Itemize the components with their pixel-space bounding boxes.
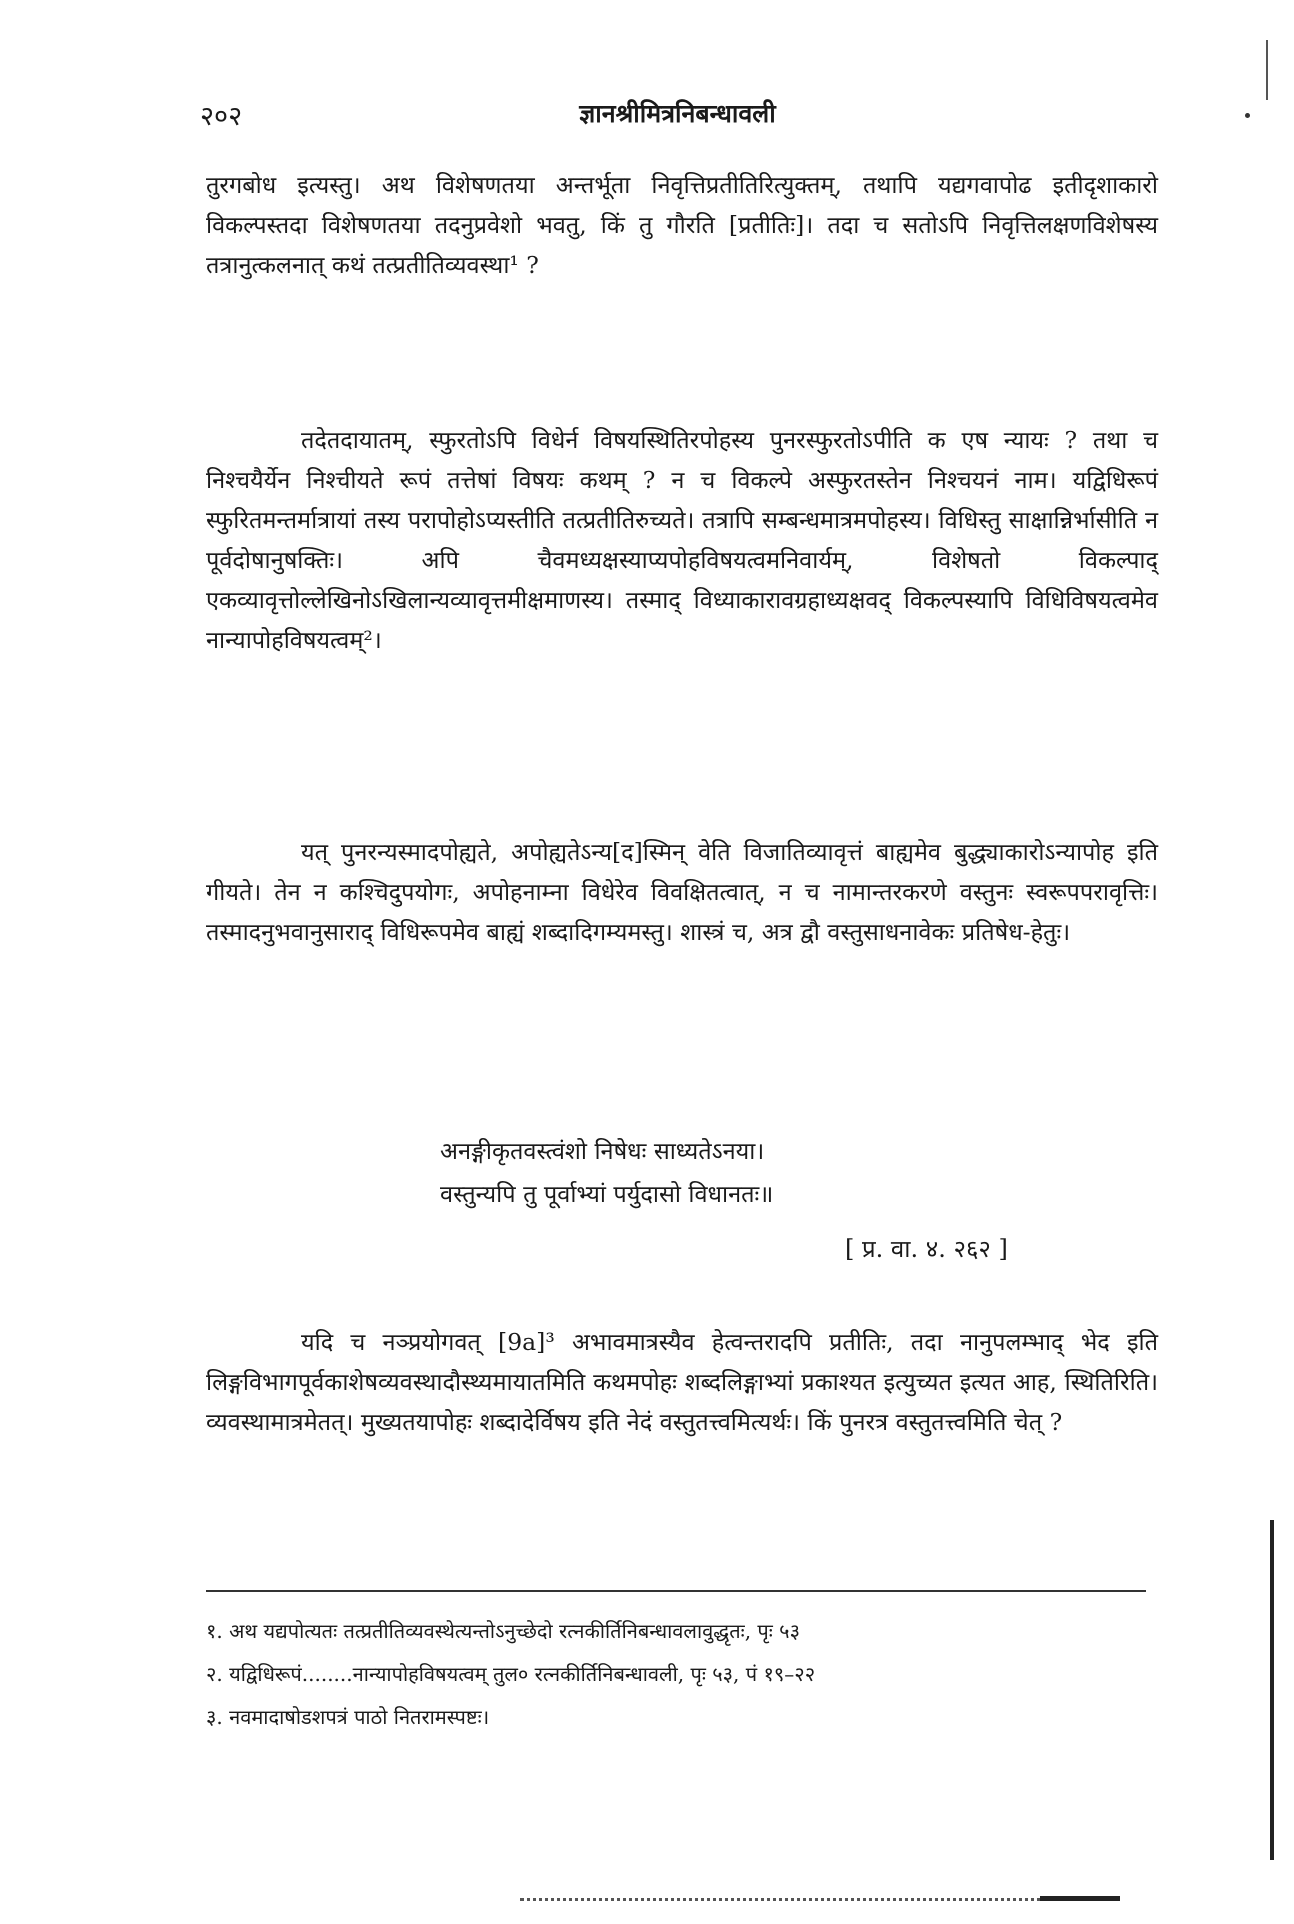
scan-edge-mark <box>1266 40 1268 100</box>
paragraph-text: यत् पुनरन्यस्मादपोह्यते, अपोह्यतेऽन्य[द]स्मिन् वेति विजातिव्यावृत्तं बाह्यमेव बुद्ध्याकारोऽन्यापोह इति गीयते। तेन न कश्चिदुपयोगः, अपोहनाम्ना विधेरेव विवक्षितत्वात्, न च नामान्तरकरणे वस्तुनः स्वरूपपरावृत्तिः। तस्मादनुभवानुसाराद् विधिरूपमेव बाह्यं शब्दादिगम्यमस्तु। शास्त्रं च, अत्र द्वौ वस्तुसाधनावेकः प्रतिषेध-हेतुः। <box>206 838 1158 946</box>
running-title: ज्ञानश्रीमित्रनिबन्धावली <box>579 99 776 128</box>
paragraph-3 <box>206 832 1158 952</box>
paragraph-1 <box>206 165 1158 285</box>
footnote-divider <box>206 1590 1146 1592</box>
paragraph-4 <box>206 1322 1158 1442</box>
paragraph-text: तदेतदायातम्, स्फुरतोऽपि विधेर्न विषयस्थितिरपोहस्य पुनरस्फुरतोऽपीति क एष न्यायः ? तथा च निश्चयैर्येन निश्चीयते रूपं तत्तेषां विषयः कथम् ? न च विकल्पे अस्फुरतस्तेन निश्चयनं नाम। यद्विधिरूपं स्फुरितमन्तर्मात्रायां तस्य परापोहोऽप्यस्तीति तत्प्रतीतिरुच्यते। तत्रापि सम्बन्धमात्रमपोहस्य। विधिस्तु साक्षान्निर्भासीति न पूर्वदोषानुषक्तिः। अपि चैवमध्यक्षस्याप्यपोहविषयत्वमनिवार्यम्, विशेषतो विकल्पाद् एकव्यावृत्तोल्लेखिनोऽखिलान्यव्यावृत्तमीक्षमाणस्य। तस्माद् विध्याकारावग्रहाध्यक्षवद् विकल्पस्यापि विधिविषयत्वमेव नान्यापोहविषयत्वम्²। <box>206 426 1158 654</box>
footnotes <box>206 1610 1156 1739</box>
footnote-3: ३. नवमादाषोडशपत्रं पाठो नितरामस्पष्टः। <box>206 1705 490 1729</box>
scan-dot-mark <box>1245 113 1250 118</box>
scan-bottom-smudge <box>1040 1896 1120 1901</box>
verse-block <box>440 1130 1080 1216</box>
paragraph-text: तुरगबोध इत्यस्तु। अथ विशेषणतया अन्तर्भूता निवृत्तिप्रतीतिरित्युक्तम्, तथापि यद्यगवापोढ इतीदृशाकारो विकल्पस्तदा विशेषणतया तदनुप्रवेशो भवतु, किं तु गौरति [प्रतीतिः]। तदा च सतोऽपि निवृत्तिलक्षणविशेषस्य तत्रानुत्कलनात् कथं तत्प्रतीतिव्यवस्था¹ ? <box>206 171 1158 279</box>
page-header <box>200 96 1155 136</box>
page-number: २०२ <box>200 101 243 132</box>
footnote-1: १. अथ यद्यपोत्यतः तत्प्रतीतिव्यवस्थेत्यन्तोऽनुच्छेदो रत्नकीर्तिनिबन्धावलावुद्धृतः, पृः ५३ <box>206 1619 800 1643</box>
paragraph-2 <box>206 420 1158 660</box>
verse-line-2: वस्तुन्यपि तु पूर्वाभ्यां पर्युदासो विधानतः॥ <box>440 1180 774 1208</box>
footnote-2: २. यद्विधिरूपं........नान्यापोहविषयत्वम् तुल० रत्नकीर्तिनिबन्धावली, पृः ५३, पं १९–२२ <box>206 1662 816 1686</box>
scan-edge-mark <box>1270 1520 1274 1860</box>
verse-line-1: अनङ्गीकृतवस्त्वंशो निषेधः साध्यतेऽनया। <box>440 1137 765 1165</box>
verse-reference: [ प्र. वा. ४. २६२ ] <box>845 1235 1008 1263</box>
paragraph-text: यदि च नञ्प्रयोगवत् [9a]³ अभावमात्रस्यैव हेत्वन्तरादपि प्रतीतिः, तदा नानुपलम्भाद् भेद इति लिङ्गविभागपूर्वकाशेषव्यवस्थादौस्थ्यमायातमिति कथमपोहः शब्दलिङ्गाभ्यां प्रकाश्यत इत्युच्यत इत्यत आह, स्थितिरिति। व्यवस्थामात्रमेतत्। मुख्यतयापोहः शब्दादेर्विषय इति नेदं वस्तुतत्त्वमित्यर्थः। किं पुनरत्र वस्तुतत्त्वमिति चेत् ? <box>206 1328 1159 1436</box>
scan-bottom-smudge <box>520 1898 1120 1901</box>
